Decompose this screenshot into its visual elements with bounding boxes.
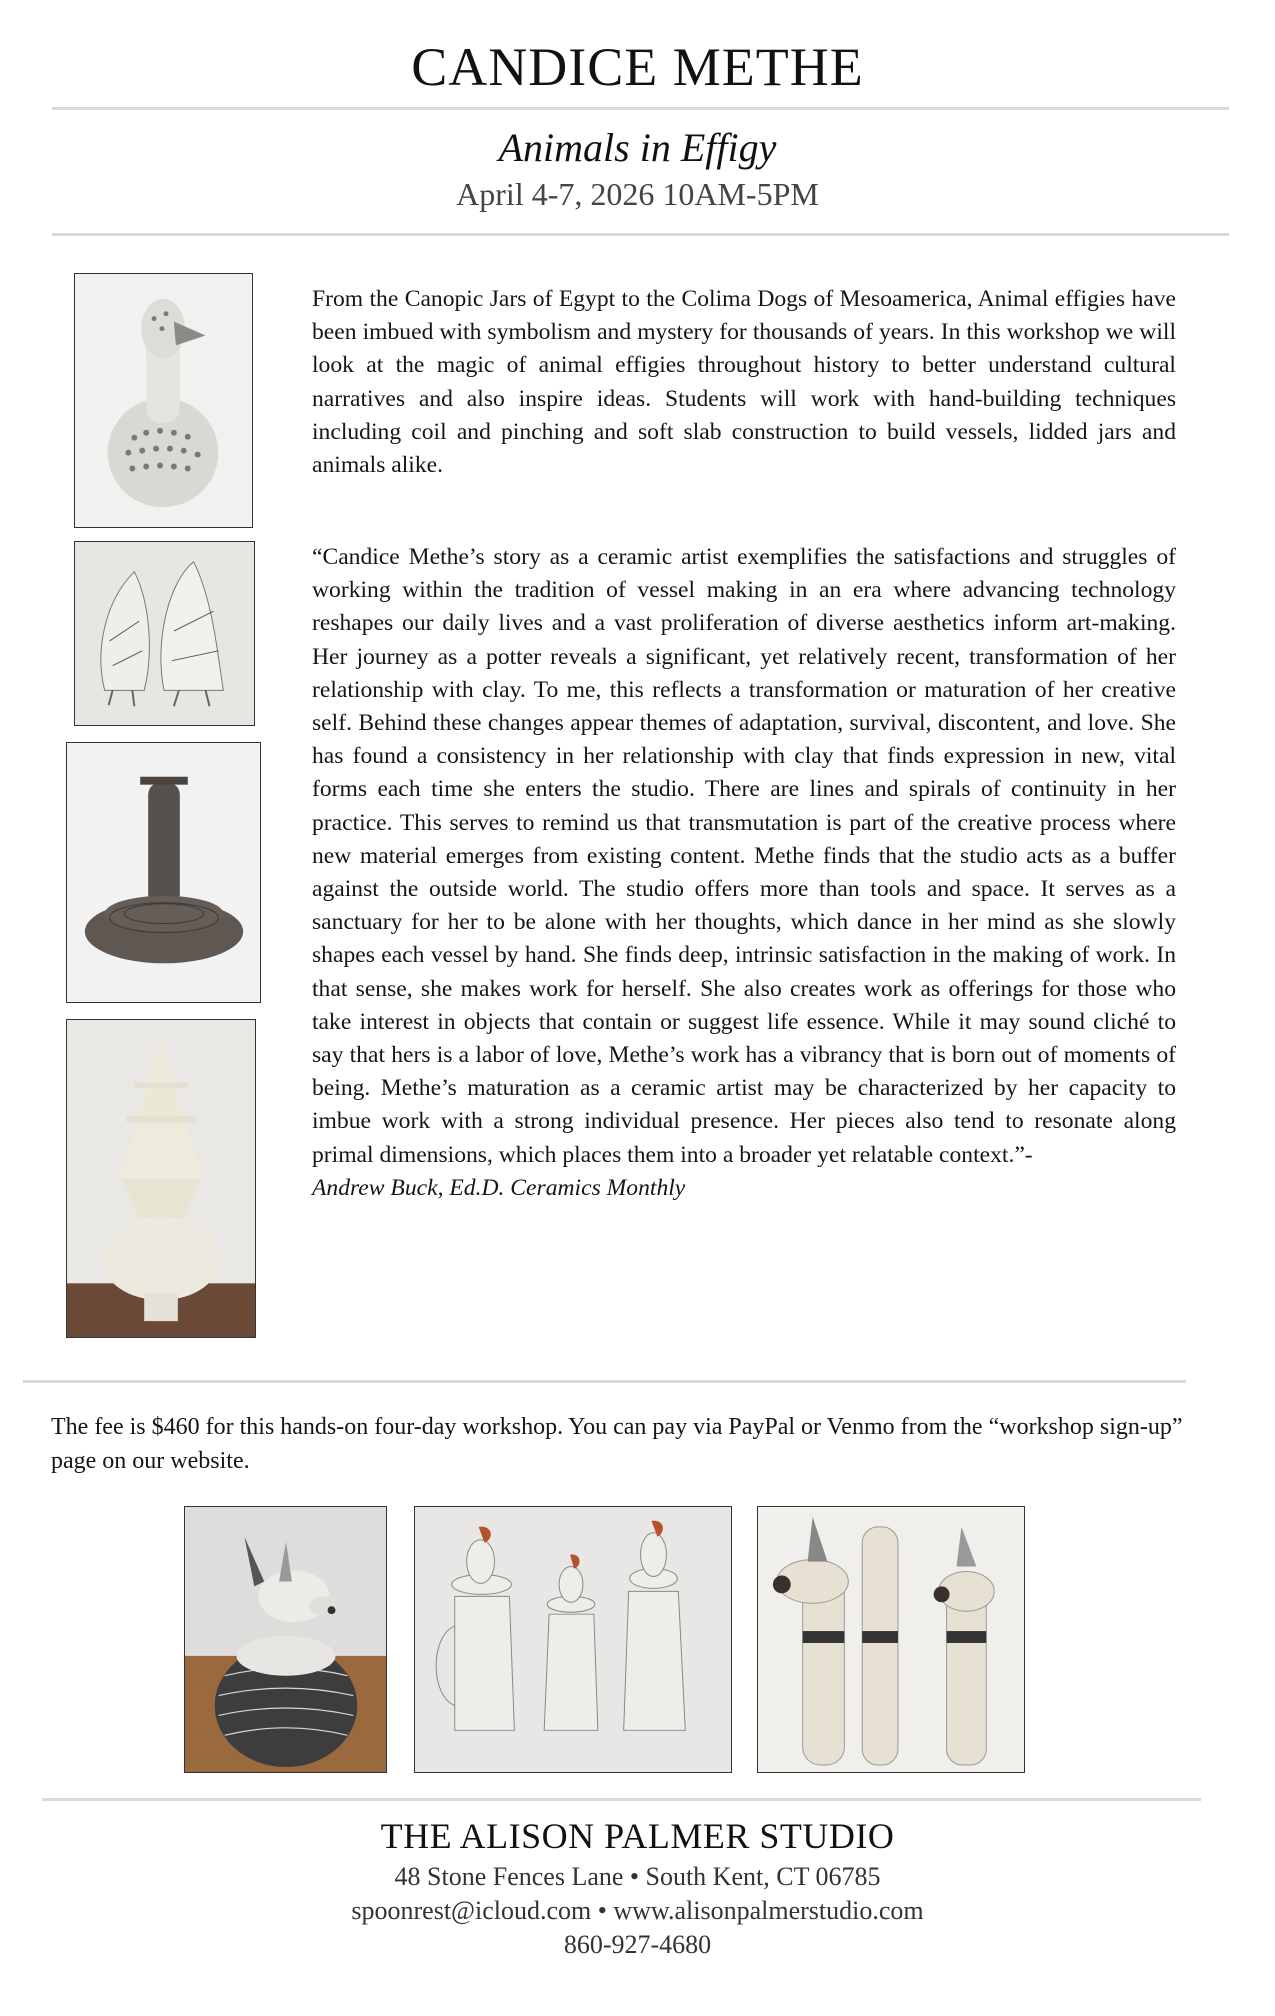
divider	[42, 1798, 1201, 1801]
studio-contact[interactable]: spoonrest@icloud.com • www.alisonpalmerstudio.com	[351, 1896, 924, 1925]
studio-name: THE ALISON PALMER STUDIO	[380, 1816, 895, 1856]
photo-bird-jars	[414, 1506, 732, 1773]
fee-text: The fee is $460 for this hands-on four-day workshop. You can pay via PayPal or Venmo from the “workshop sign-up” page on our website.	[51, 1414, 1183, 1474]
photo-footed-vessels	[74, 541, 255, 726]
workshop-title: Animals in Effigy	[498, 125, 777, 170]
divider	[23, 1380, 1186, 1383]
workshop-dates: April 4-7, 2026 10AM-5PM	[456, 176, 819, 212]
photo-armadillo-effigy	[184, 1506, 387, 1773]
quote-text: “Candice Methe’s story as a ceramic artist exemplifies the satisfactions and struggles of working within the tradition of vessel making in an era where advancing technology reshapes our daily lives and a vast proliferation of diverse aesthetics inform art-making. Her journey as a potter reveals a significant, yet relatively recent, transformation of her relationship with clay. To me, this reflects a transformation or maturation of her creative self. Behind these changes appear themes of adaptation, survival, discontent, and love. She has found a consistency in her relationship with clay that finds expression in new, vital forms each time she enters the studio. There are lines and spirals of continuity in her practice. This serves to remind us that transmutation is part of the creative process where new material emerges from existing content. Methe finds that the studio acts as a buffer against the outside world. The studio offers more than tools and space. It serves as a sanctuary for her to be alone with her thoughts, which dance in her mind as she slowly shapes each vessel by hand. She finds deep, intrinsic satisfaction in the making of work. In that sense, she makes work for herself. She also creates work as offerings for those who take interest in objects that contain or suggest life essence. While it may sound cliché to say that hers is a labor of love, Methe’s work has a vibrancy that is born out of moments of being. Methe’s maturation as a ceramic artist may be characterized by her capacity to imbue work with a strong individual presence. Her pieces also tend to resonate along primal dimensions, which places them into a broader yet relatable context.”-	[312, 544, 1176, 1168]
workshop-description: From the Canopic Jars of Egypt to the Colima Dogs of Mesoamerica, Animal effigies have been imbued with symbolism and mystery for thousands of years. In this workshop we will look at the magic of animal effigies throughout history to better understand cultural narratives and also inspire ideas. Students will work with hand-building techniques including coil and pinching and soft slab construction to build vessels, lidded jars and animals alike.	[312, 286, 1176, 479]
quote-attribution: Andrew Buck, Ed.D. Ceramics Monthly	[312, 1174, 686, 1201]
divider	[52, 233, 1229, 236]
studio-phone: 860-927-4680	[563, 1930, 712, 1959]
divider	[52, 107, 1229, 110]
photo-stacked-lidded-vessel	[66, 1019, 256, 1338]
photo-bird-vessel	[74, 273, 253, 528]
photo-long-neck-effigies	[757, 1506, 1025, 1773]
photo-dark-bottle	[66, 742, 261, 1003]
artist-name: CANDICE METHE	[411, 37, 864, 97]
quote-block	[312, 541, 1176, 1205]
studio-address: 48 Stone Fences Lane • South Kent, CT 06785	[394, 1862, 881, 1891]
